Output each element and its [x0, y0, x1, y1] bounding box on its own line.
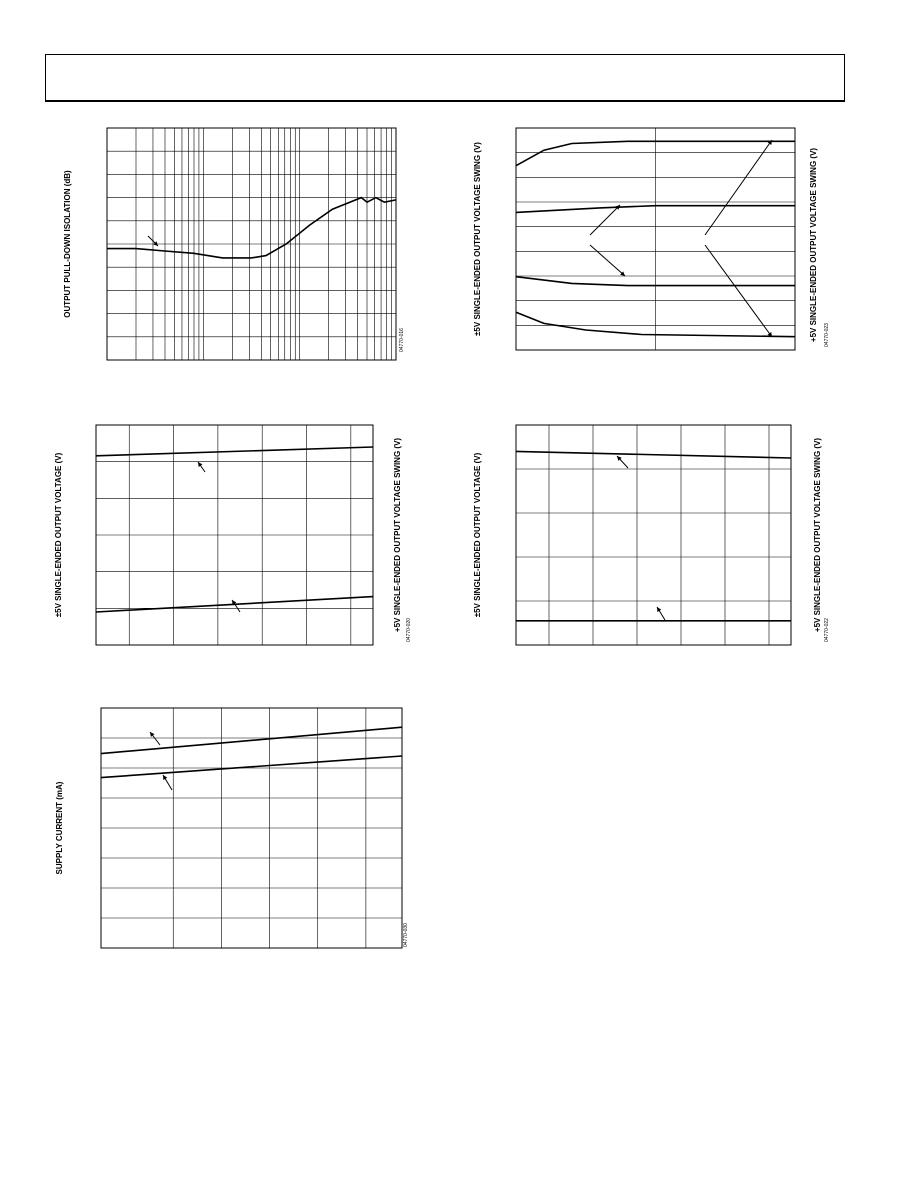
y-axis-label: ±5V SINGLE-ENDED OUTPUT VOLTAGE (V) — [473, 452, 482, 618]
annotation-arrow — [590, 205, 620, 235]
figure-id: 04770-023 — [824, 323, 830, 347]
chart3 — [54, 425, 412, 645]
plot-frame — [516, 425, 791, 645]
annotation-arrow — [705, 140, 772, 235]
series-line — [101, 756, 402, 778]
y-axis-label-right: +5V SINGLE-ENDED OUTPUT VOLTAGE SWING (V) — [393, 437, 402, 633]
figure-id: 04770-016 — [399, 328, 405, 352]
y-axis-label-right: +5V SINGLE-ENDED OUTPUT VOLTAGE SWING (V) — [813, 437, 822, 633]
y-axis-label: ±5V SINGLE-ENDED OUTPUT VOLTAGE SWING (V) — [473, 142, 482, 336]
figure-id: 04770-030 — [403, 923, 409, 947]
chart5 — [55, 708, 409, 948]
annotation-arrow — [705, 245, 772, 337]
annotation-arrow — [590, 245, 625, 276]
figure-id: 04770-022 — [824, 618, 830, 642]
arrow-head — [198, 462, 202, 467]
y-axis-label-right: +5V SINGLE-ENDED OUTPUT VOLTAGE SWING (V) — [809, 147, 818, 343]
y-axis-label: ±5V SINGLE-ENDED OUTPUT VOLTAGE (V) — [54, 452, 63, 618]
chart1 — [63, 128, 405, 360]
series-line — [107, 198, 396, 258]
series-line — [96, 447, 373, 456]
figure-id: 04770-020 — [406, 618, 412, 642]
chart4 — [473, 425, 830, 645]
series-line — [101, 727, 402, 753]
series-line — [516, 451, 791, 458]
y-axis-label: OUTPUT PULL-DOWN ISOLATION (dB) — [63, 170, 72, 318]
chart2 — [473, 128, 830, 350]
y-axis-label: SUPPLY CURRENT (mA) — [55, 781, 64, 875]
